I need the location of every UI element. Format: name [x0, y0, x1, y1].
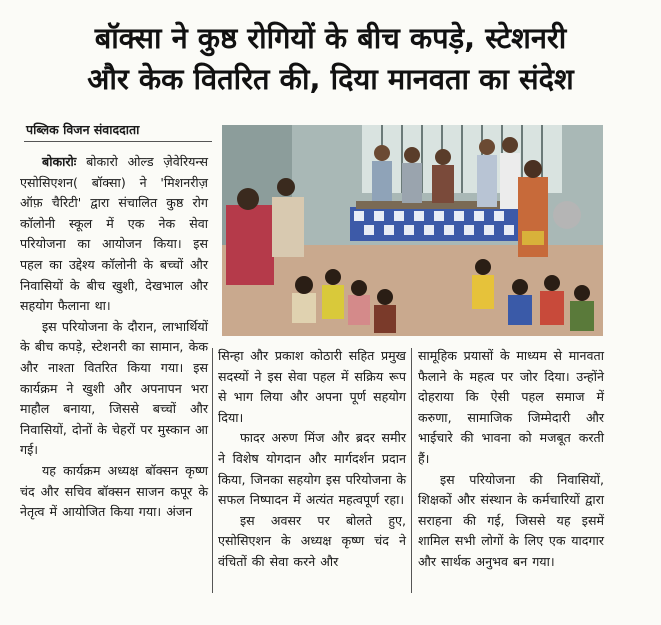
dateline: बोकारोः [42, 154, 77, 169]
paragraph-leadership: यह कार्यक्रम अध्यक्ष बॉक्सन कृष्ण चंद और सचिव बॉक्सन साजन कपूर के नेतृत्व में आयोजित किया गया। अंजन [20, 462, 208, 520]
paragraph-intro-text: बोकारो ओल्ड ज़ेवेरियन्स एसोसिएशन( बॉक्सा) ने 'मिशनरीज़ ऑफ़ चैरिटी' द्वारा संचालित कुष्ठ रोग कॉलोनी स्कूल में एक नेक सेवा परियोजना का आयोजन किया। इस पहल का उद्देश्य कॉलोनी के बच्चों और निवासियों के बीच खुशी, देखभाल और सहयोग फैलाना था। [20, 154, 208, 314]
paragraph-speech: इस अवसर पर बोलते हुए, एसोसिएशन के अध्यक्ष कृष्ण चंद ने वंचितों की सेवा करने और [218, 512, 406, 569]
paragraph-members: सिन्हा और प्रकाश कोठारी सहित प्रमुख सदस्यों ने इस सेवा पहल में सक्रिय रूप से भाग लिया और अपना पूर्ण सहयोग दिया। [218, 348, 406, 425]
article-column-3 [418, 346, 604, 573]
article-column-2 [218, 346, 406, 573]
paragraph-humanity: सामूहिक प्रयासों के माध्यम से मानवता फैलाने के महत्व पर जोर दिया। उन्होंने दोहराया कि ऐसी पहल समाज में करुणा, सामाजिक जिम्मेदारी और भाईचारे की भावना को मजबूत करती हैं। [418, 348, 604, 466]
column-divider-2 [411, 348, 412, 593]
headline [14, 18, 647, 100]
byline: पब्लिक विजन संवाददाता [26, 122, 140, 137]
headline-line-2: और केक वितरित की, दिया मानवता का संदेश [87, 62, 574, 96]
event-photo-illustration [222, 125, 603, 336]
article-column-1 [20, 152, 208, 523]
byline-rule [24, 141, 212, 142]
column-divider-1 [212, 348, 213, 593]
paragraph-guidance: फादर अरुण मिंज और ब्रदर समीर ने विशेष योगदान और मार्गदर्शन प्रदान किया, जिनका सहयोग इस परियोजना के सफल निष्पादन में अत्यंत महत्वपूर्ण रहा। [218, 430, 407, 508]
paragraph-distribution: इस परियोजना के दौरान, लाभार्थियों के बीच कपड़े, स्टेशनरी का सामान, केक और नाश्ता वितरित किया गया। इस कार्यक्रम ने खुशी और अपनापन भरा माहौल बनाया, जिससे बच्चों और निवासियों, दोनों के चेहरों पर मुस्कान आ गई। [20, 318, 208, 458]
paragraph-intro [20, 152, 208, 317]
paragraph-appreciation: इस परियोजना की निवासियों, शिक्षकों और संस्थान के कर्मचारियों द्वारा सराहना की गई, जिससे यह इसमें शामिल सभी लोगों के लिए एक यादगार और सार्थक अनुभव बन गया। [418, 471, 604, 569]
headline-line-1: बॉक्सा ने कुष्ठ रोगियों के बीच कपड़े, स्टेशनरी [94, 21, 567, 55]
event-photo [222, 125, 603, 336]
